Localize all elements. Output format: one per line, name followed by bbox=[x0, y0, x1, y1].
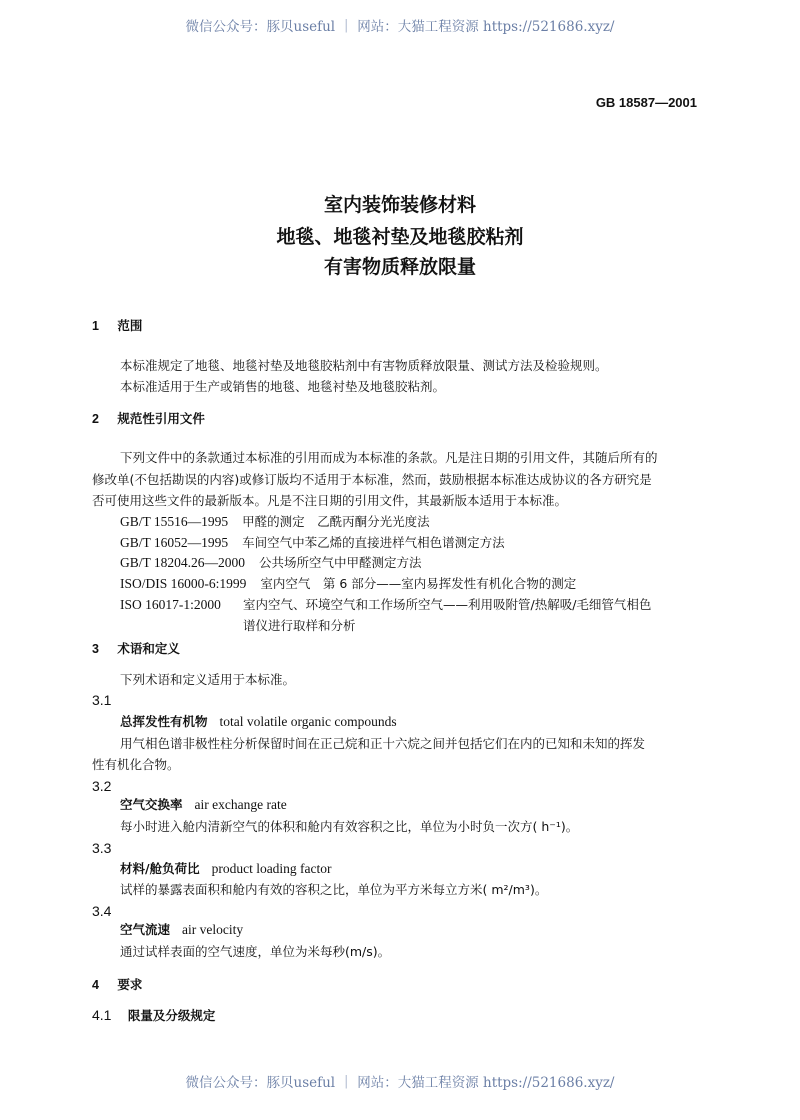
term-zh: 空气交换率 bbox=[120, 797, 183, 812]
ref-title: 甲醛的测定 乙酰丙酮分光光度法 bbox=[242, 514, 430, 529]
term-number: 3.1 bbox=[92, 692, 112, 708]
doc-title-line-3: 有害物质释放限量 bbox=[323, 256, 476, 278]
term-en: air velocity bbox=[182, 922, 244, 937]
ref-title: 室内空气、环境空气和工作场所空气——利用吸附管/热解吸/毛细管气相色 bbox=[243, 597, 652, 612]
term-definition: 性有机化合物。 bbox=[92, 757, 180, 772]
term-heading bbox=[120, 796, 287, 814]
ref-code: GB/T 15516—1995 bbox=[120, 514, 229, 529]
term-zh: 总挥发性有机物 bbox=[120, 714, 208, 729]
watermark-top: 微信公众号：豚贝useful ｜ 网站：大猫工程资源 https://521686.xyz/ bbox=[185, 19, 615, 35]
section-number: 2 bbox=[92, 412, 99, 426]
ref-title: 室内空气 第 6 部分——室内易挥发性有机化合物的测定 bbox=[260, 576, 577, 591]
subsection-number: 4.1 bbox=[92, 1007, 112, 1023]
ref-code: GB/T 16052—1995 bbox=[120, 535, 229, 550]
term-definition: 每小时进入舱内清新空气的体积和舱内有效容积之比，单位为小时负一次方( h⁻¹)。 bbox=[120, 819, 579, 834]
reference-item bbox=[120, 554, 422, 572]
term-zh: 空气流速 bbox=[120, 922, 171, 937]
section-1-heading bbox=[92, 317, 142, 335]
subsection-title: 限量及分级规定 bbox=[127, 1008, 216, 1023]
term-number: 3.3 bbox=[92, 840, 112, 856]
term-en: product loading factor bbox=[211, 861, 332, 876]
ref-title: 公共场所空气中甲醛测定方法 bbox=[259, 555, 422, 570]
paragraph: 修改单(不包括勘误的内容)或修订版均不适用于本标准，然而，鼓励根据本标准达成协议的各方研究是 bbox=[92, 472, 652, 487]
watermark-bottom: 微信公众号：豚贝useful ｜ 网站：大猫工程资源 https://521686.xyz/ bbox=[185, 1075, 615, 1091]
reference-item bbox=[120, 534, 505, 552]
reference-item bbox=[120, 513, 430, 531]
reference-item bbox=[120, 596, 652, 614]
section-4-heading bbox=[92, 976, 142, 994]
section-number: 3 bbox=[92, 642, 99, 656]
paragraph: 下列术语和定义适用于本标准。 bbox=[120, 672, 296, 687]
paragraph: 否可使用这些文件的最新版本。凡是不注日期的引用文件，其最新版本适用于本标准。 bbox=[92, 493, 568, 508]
section-number: 1 bbox=[92, 319, 99, 333]
reference-item-continued: 谱仪进行取样和分析 bbox=[243, 618, 356, 633]
section-title: 要求 bbox=[117, 977, 143, 992]
section-number: 4 bbox=[92, 978, 99, 992]
term-heading bbox=[120, 713, 397, 731]
term-heading bbox=[120, 921, 243, 939]
section-3-heading bbox=[92, 640, 180, 658]
standard-number: GB 18587—2001 bbox=[595, 95, 697, 110]
term-definition: 用气相色谱非极性柱分析保留时间在正己烷和正十六烷之间并包括它们在内的已知和未知的挥发 bbox=[120, 736, 646, 751]
term-number: 3.4 bbox=[92, 903, 112, 919]
section-2-heading bbox=[92, 410, 205, 428]
ref-code: ISO 16017-1:2000 bbox=[120, 597, 221, 612]
doc-title-line-2: 地毯、地毯衬垫及地毯胶粘剂 bbox=[276, 226, 524, 248]
paragraph: 本标准适用于生产或销售的地毯、地毯衬垫及地毯胶粘剂。 bbox=[120, 379, 446, 394]
term-zh: 材料/舱负荷比 bbox=[120, 861, 200, 876]
term-definition: 通过试样表面的空气速度，单位为米每秒(m/s)。 bbox=[120, 944, 391, 959]
doc-title-line-1: 室内装饰装修材料 bbox=[323, 194, 476, 216]
ref-title: 车间空气中苯乙烯的直接进样气相色谱测定方法 bbox=[242, 535, 505, 550]
ref-code: ISO/DIS 16000-6:1999 bbox=[120, 576, 247, 591]
reference-item bbox=[120, 575, 576, 593]
paragraph: 下列文件中的条款通过本标准的引用而成为本标准的条款。凡是注日期的引用文件，其随后所有的 bbox=[120, 450, 658, 465]
term-definition: 试样的暴露表面积和舱内有效的容积之比，单位为平方米每立方米( m²/m³)。 bbox=[120, 882, 548, 897]
subsection-4-1-heading bbox=[92, 1006, 215, 1025]
term-heading bbox=[120, 860, 332, 878]
ref-code: GB/T 18204.26—2000 bbox=[120, 555, 246, 570]
term-en: total volatile organic compounds bbox=[219, 714, 397, 729]
section-title: 范围 bbox=[117, 318, 143, 333]
term-en: air exchange rate bbox=[194, 797, 287, 812]
term-number: 3.2 bbox=[92, 778, 112, 794]
section-title: 术语和定义 bbox=[117, 641, 180, 656]
section-title: 规范性引用文件 bbox=[117, 411, 205, 426]
paragraph: 本标准规定了地毯、地毯衬垫及地毯胶粘剂中有害物质释放限量、测试方法及检验规则。 bbox=[120, 358, 608, 373]
